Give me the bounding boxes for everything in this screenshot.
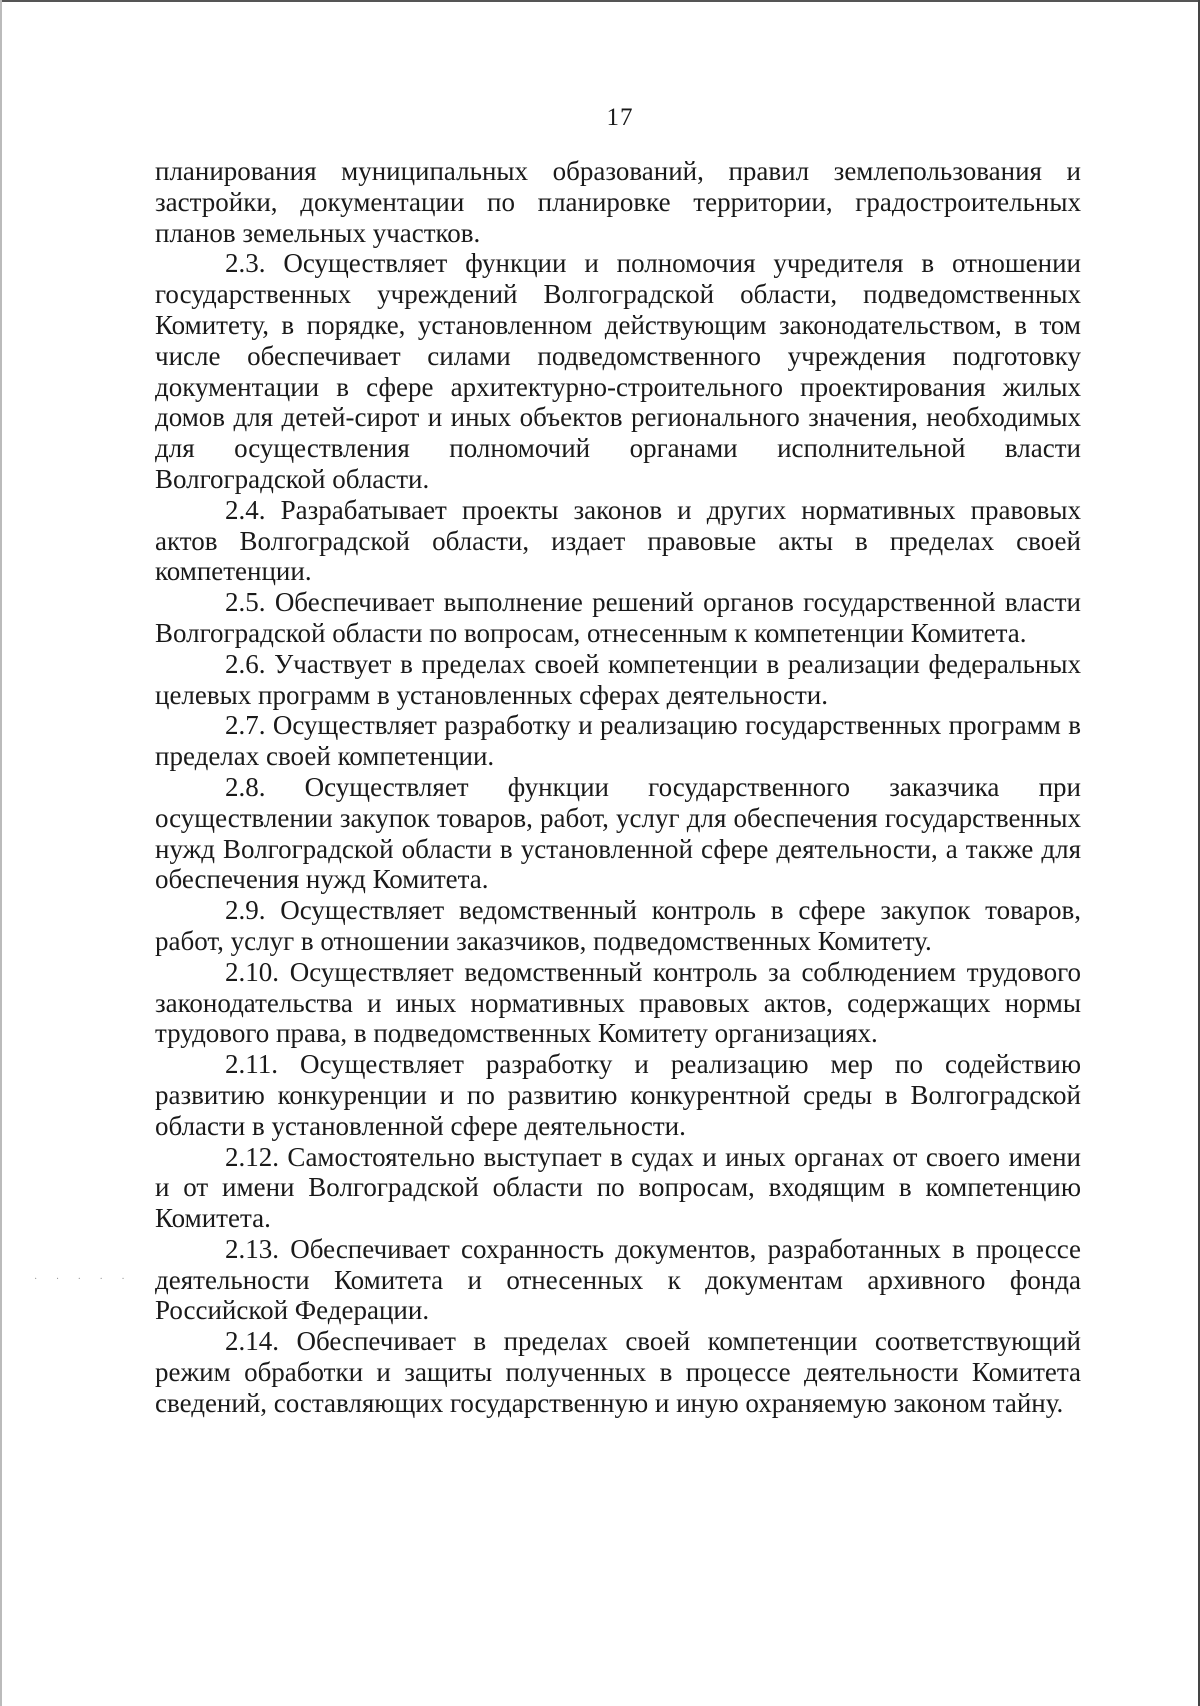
paragraph-2-6: 2.6. Участвует в пределах своей компетенции в реализации федеральных целевых программ в установленных сферах деятельности. <box>155 648 1081 710</box>
paragraph-2-4: 2.4. Разрабатывает проекты законов и других нормативных правовых актов Волгоградской области, издает правовые акты в пределах своей компетенции. <box>155 494 1081 587</box>
scan-edge-left <box>0 0 2 1706</box>
paragraph-2-14: 2.14. Обеспечивает в пределах своей компетенции соответствующий режим обработки и защиты полученных в процессе деятельности Комитета сведений, составляющих государственную и иную охраняемую законом тайну. <box>155 1326 1081 1418</box>
paragraph-2-7: 2.7. Осуществляет разработку и реализацию государственных программ в пределах своей компетенции. <box>155 710 1081 772</box>
paragraph-continuation: планирования муниципальных образований, правил землепользования и застройки, документации по планировке территории, градостроительных планов земельных участков. <box>155 156 1081 248</box>
scan-edge-top <box>0 0 1200 2</box>
paragraph-2-10: 2.10. Осуществляет ведомственный контроль за соблюдением трудового законодательства и иных нормативных правовых актов, содержащих нормы трудового права, в подведомственных Комитету организациях. <box>155 956 1081 1049</box>
paragraph-2-12: 2.12. Самостоятельно выступает в судах и иных органах от своего имени и от имени Волгоградской области по вопросам, входящим в компетенцию Комитета. <box>155 1141 1081 1234</box>
scan-artifact-dots: · · · · · <box>34 1274 133 1285</box>
paragraph-2-5: 2.5. Обеспечивает выполнение решений органов государственной власти Волгоградской области по вопросам, отнесенным к компетенции Комитета. <box>155 587 1081 648</box>
paragraph-2-9: 2.9. Осуществляет ведомственный контроль в сфере закупок товаров, работ, услуг в отношении заказчиков, подведомственных Комитету. <box>155 895 1081 956</box>
paragraph-2-13: 2.13. Обеспечивает сохранность документов, разработанных в процессе деятельности Комитета и отнесенных к документам архивного фонда Российской Федерации. <box>155 1233 1081 1326</box>
paragraph-2-8: 2.8. Осуществляет функции государственного заказчика при осуществлении закупок товаров, работ, услуг для обеспечения государственных нужд Волгоградской области в установленной сфере деятельности, а также для обеспечения нужд Комитета. <box>155 771 1081 895</box>
page-number: 17 <box>606 104 634 131</box>
document-body <box>155 156 1081 1419</box>
paragraph-2-11: 2.11. Осуществляет разработку и реализацию мер по содействию развитию конкуренции и по развитию конкурентной среды в Волгоградской области в установленной сфере деятельности. <box>155 1049 1081 1141</box>
paragraph-2-3: 2.3. Осуществляет функции и полномочия учредителя в отношении государственных учреждений Волгоградской области, подведомственных Комитету, в порядке, установленном действующим законодательством, в том числе обеспечивает силами подведомственного учреждения подготовку документации в сфере архитектурно-строительного проектирования жилых домов для детей-сирот и иных объектов регионального значения, необходимых для осуществления полномочий органами исполнительной власти Волгоградской области. <box>155 248 1081 494</box>
